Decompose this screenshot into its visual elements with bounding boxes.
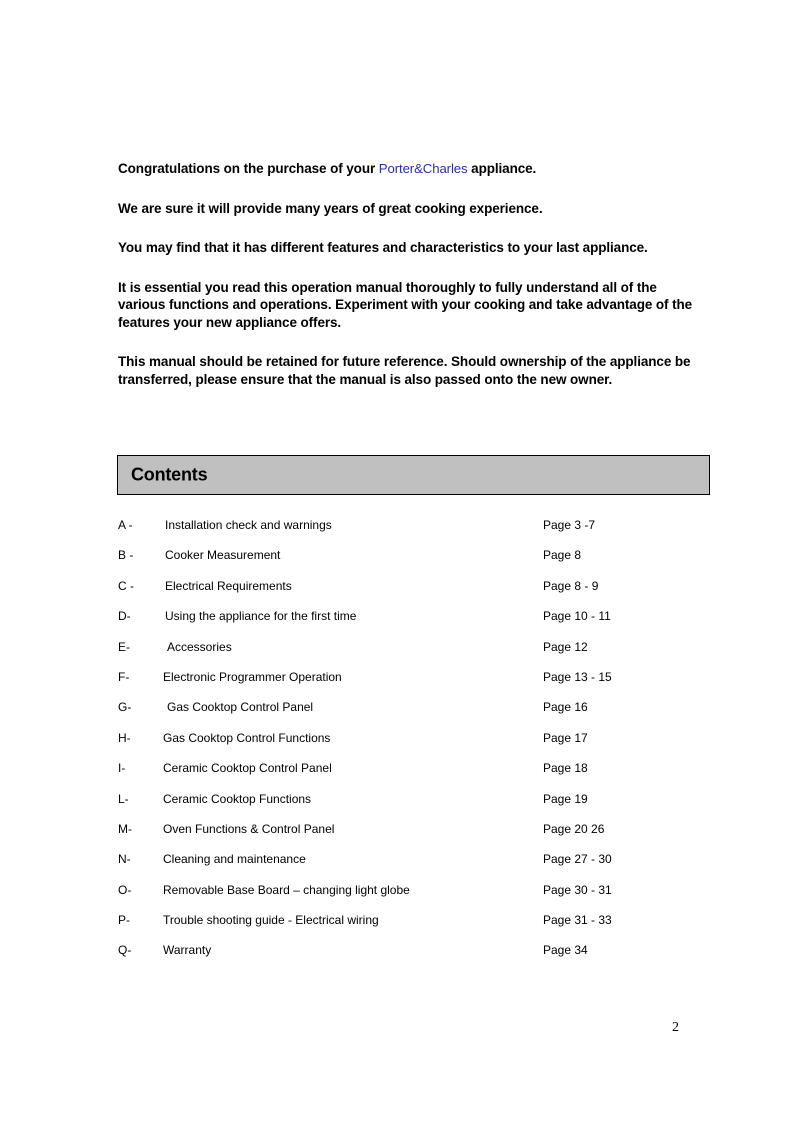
toc-title: Warranty bbox=[163, 943, 212, 958]
toc-page: Page 30 - 31 bbox=[543, 882, 612, 897]
intro-line1-suffix: appliance. bbox=[467, 161, 537, 176]
toc-row[interactable] bbox=[118, 640, 718, 670]
toc-page: Page 16 bbox=[543, 700, 588, 715]
toc-page: Page 12 bbox=[543, 639, 588, 654]
toc-title: Electronic Programmer Operation bbox=[163, 669, 342, 684]
toc-title: Accessories bbox=[167, 639, 232, 654]
toc-title: Cleaning and maintenance bbox=[163, 852, 306, 867]
toc-title: Oven Functions & Control Panel bbox=[163, 821, 335, 836]
toc-letter: I- bbox=[118, 761, 126, 776]
toc-title: Gas Cooktop Control Functions bbox=[163, 730, 331, 745]
toc-page: Page 13 - 15 bbox=[543, 669, 612, 684]
toc-page: Page 3 -7 bbox=[543, 518, 596, 532]
toc-page: Page 34 bbox=[543, 943, 588, 958]
toc-row[interactable] bbox=[118, 731, 718, 761]
toc-title: Removable Base Board – changing light globe bbox=[163, 882, 410, 897]
toc-row[interactable] bbox=[118, 579, 718, 609]
toc-page: Page 8 bbox=[543, 548, 582, 563]
toc-row[interactable] bbox=[118, 670, 718, 700]
toc-letter: L- bbox=[118, 791, 129, 806]
toc-letter: N- bbox=[118, 852, 131, 867]
intro-paragraph-2: We are sure it will provide many years of great cooking experience. bbox=[118, 200, 543, 216]
toc-page: Page 17 bbox=[543, 730, 588, 745]
toc-page: Page 18 bbox=[543, 761, 588, 776]
toc-row[interactable] bbox=[118, 518, 718, 548]
contents-header-bar bbox=[117, 455, 710, 495]
toc-row[interactable] bbox=[118, 852, 718, 882]
toc-letter: B - bbox=[118, 548, 134, 563]
toc-row[interactable] bbox=[118, 792, 718, 822]
intro-paragraph-3: You may find that it has different features and characteristics to your last appliance. bbox=[118, 240, 648, 255]
toc-letter: Q- bbox=[118, 943, 132, 958]
toc-letter: D- bbox=[118, 609, 131, 624]
intro-block bbox=[118, 160, 698, 388]
toc-row[interactable] bbox=[118, 700, 718, 730]
toc-letter: E- bbox=[118, 639, 130, 654]
contents-heading: Contents bbox=[131, 464, 208, 485]
toc-title: Cooker Measurement bbox=[165, 548, 281, 563]
toc-title: Installation check and warnings bbox=[165, 518, 332, 532]
toc-letter: P- bbox=[118, 913, 130, 928]
toc-letter: H- bbox=[118, 730, 131, 745]
toc-row[interactable] bbox=[118, 943, 718, 973]
toc-row[interactable] bbox=[118, 609, 718, 639]
toc-page: Page 20 26 bbox=[543, 821, 605, 836]
toc-letter: M- bbox=[118, 821, 132, 836]
toc-row[interactable] bbox=[118, 761, 718, 791]
toc-letter: G- bbox=[118, 700, 132, 715]
toc-title: Ceramic Cooktop Functions bbox=[163, 791, 312, 806]
intro-paragraph-4: It is essential you read this operation manual thoroughly to fully understand all of the various functions and operations. Experiment with your cooking and take advantage of the features your new appliance offers. bbox=[118, 279, 693, 330]
toc-title: Electrical Requirements bbox=[165, 578, 292, 593]
toc-page: Page 31 - 33 bbox=[543, 913, 612, 928]
intro-paragraph-5: This manual should be retained for future reference. Should ownership of the appliance be transferred, please ensure that the manual is also passed onto the new owner. bbox=[118, 354, 691, 387]
toc-letter: A - bbox=[118, 518, 133, 532]
toc-title: Using the appliance for the first time bbox=[165, 609, 357, 624]
toc-page: Page 27 - 30 bbox=[543, 852, 612, 867]
toc-title: Gas Cooktop Control Panel bbox=[167, 700, 314, 715]
toc-page: Page 10 - 11 bbox=[543, 609, 611, 624]
toc-row[interactable] bbox=[118, 913, 718, 943]
intro-line1-prefix: Congratulations on the purchase of your bbox=[118, 161, 379, 176]
toc-row[interactable] bbox=[118, 883, 718, 913]
brand-name: Porter&Charles bbox=[378, 161, 468, 176]
toc-letter: F- bbox=[118, 669, 130, 684]
intro-paragraph-1 bbox=[118, 160, 698, 178]
toc-row[interactable] bbox=[118, 548, 718, 578]
toc-title: Ceramic Cooktop Control Panel bbox=[163, 761, 332, 776]
toc-letter: O- bbox=[118, 882, 132, 897]
footer-page-number: 2 bbox=[672, 1020, 679, 1035]
toc-title: Trouble shooting guide - Electrical wiring bbox=[163, 913, 379, 928]
toc-page: Page 8 - 9 bbox=[543, 578, 599, 593]
toc-row[interactable] bbox=[118, 822, 718, 852]
toc-page: Page 19 bbox=[543, 791, 588, 806]
toc-letter: C - bbox=[118, 578, 134, 593]
table-of-contents bbox=[118, 518, 718, 974]
